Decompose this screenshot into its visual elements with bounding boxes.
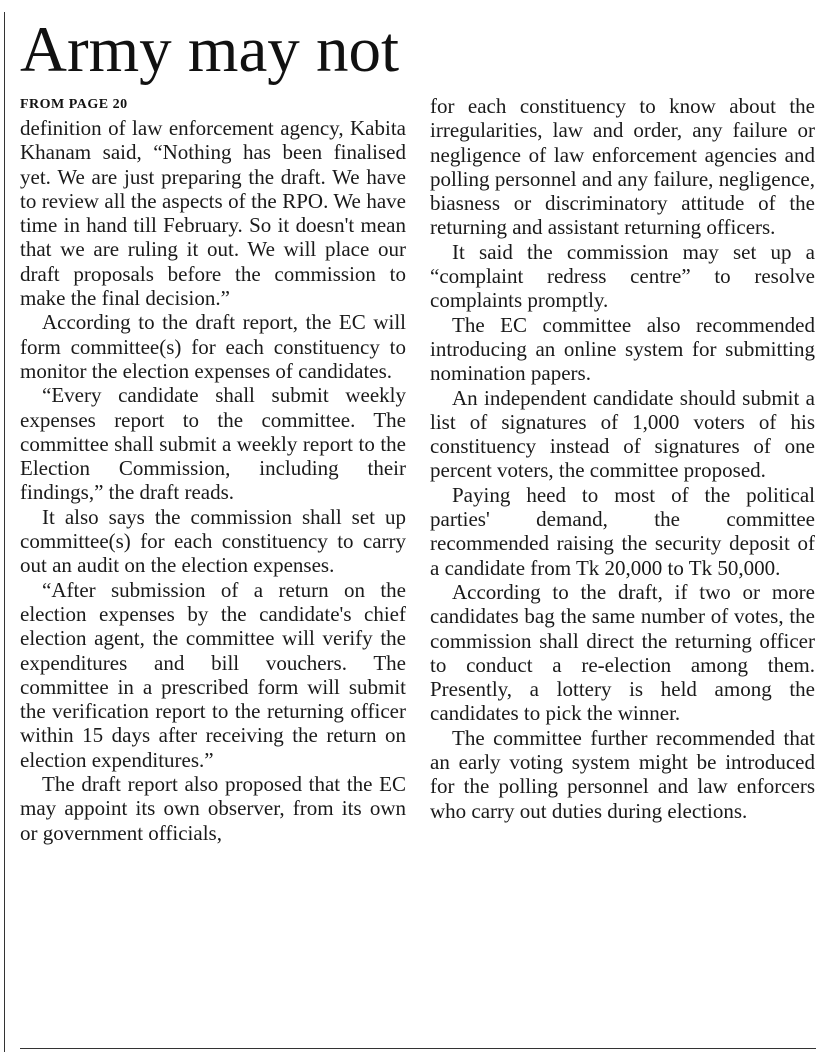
paragraph-1: definition of law enforcement agency, Kabita Khanam said, “Nothing has been finalised yet. We are just preparing the draft. We have to review all the aspects of the RPO. We have time in hand till February. So it doesn't mean that we are ruling it out. We will place our draft proposals before the commission to make the final decision.” — [20, 116, 406, 311]
paragraph-7: for each constituency to know about the irregularities, law and order, any failure or negligence of law enforcement agencies and polling personnel and any failure, negligence, biasness or discriminatory attitude of the returning and assistant returning officers. — [430, 94, 815, 240]
paragraph-2: According to the draft report, the EC will form committee(s) for each constituency to monitor the election expenses of candidates. — [20, 310, 406, 383]
continued-from-label: FROM PAGE 20 — [20, 97, 128, 112]
left-column — [20, 94, 406, 1044]
headline: Army may not — [20, 14, 400, 86]
paragraph-12: According to the draft, if two or more candidates bag the same number of votes, the commission shall direct the returning officer to conduct a re-election among them. Presently, a lottery is held among the candidates to pick the winner. — [430, 579, 815, 726]
paragraph-8: It said the commission may set up a “complaint redress centre” to resolve complaints promptly. — [430, 239, 815, 313]
paragraph-6: The draft report also proposed that the EC may appoint its own observer, from its own or government officials, — [20, 772, 406, 845]
right-column — [430, 94, 815, 1044]
bottom-rule — [20, 1048, 816, 1049]
paragraph-3: “Every candidate shall submit weekly expenses report to the committee. The committee shall submit a weekly report to the Election Commission, including their findings,” the draft reads. — [20, 383, 406, 505]
paragraph-11: Paying heed to most of the political parties' demand, the committee recommended raising the security deposit of a candidate from Tk 20,000 to Tk 50,000. — [430, 482, 815, 580]
paragraph-9: The EC committee also recommended introducing an online system for submitting nomination papers. — [430, 312, 815, 386]
paragraph-10: An independent candidate should submit a list of signatures of 1,000 voters of his constituency instead of signatures of one percent voters, the committee proposed. — [430, 385, 815, 483]
paragraph-13: The committee further recommended that an early voting system might be introduced for the polling personnel and law enforcers who carry out duties during elections. — [430, 725, 815, 823]
left-column-rule — [4, 12, 5, 1052]
paragraph-4: It also says the commission shall set up committee(s) for each constituency to carry out an audit on the election expenses. — [20, 504, 406, 578]
paragraph-5: “After submission of a return on the election expenses by the candidate's chief election agent, the committee will verify the expenditures and bill vouchers. The committee in a prescribed form will submit the verification report to the returning officer within 15 days after receiving the return on election expenditures.” — [20, 577, 406, 772]
